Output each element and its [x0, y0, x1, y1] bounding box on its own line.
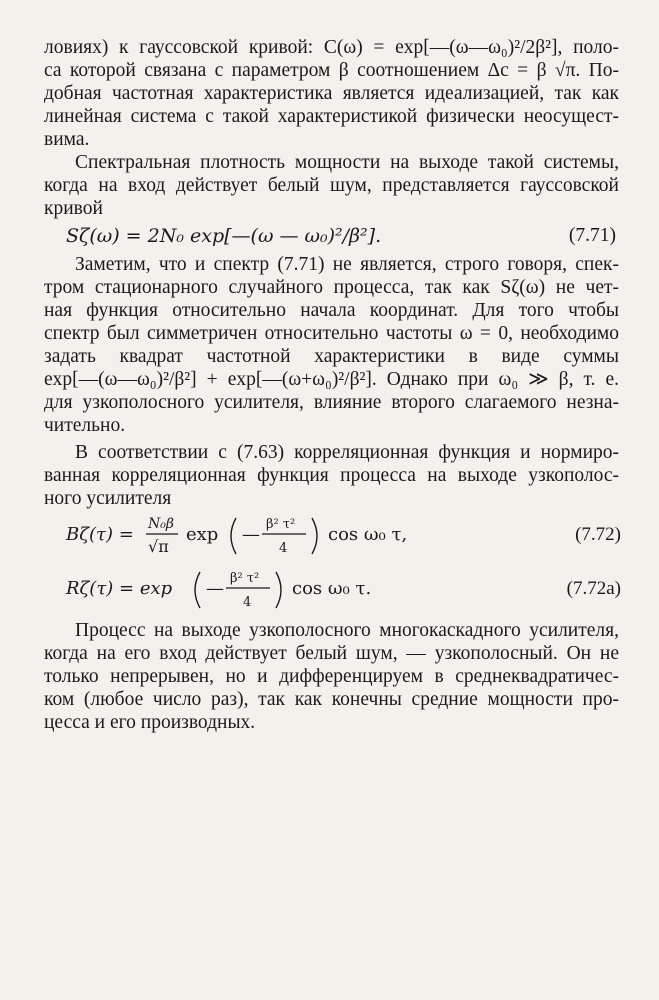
text-line: тром стационарного случайного процесса, так как Sζ(ω) не чет- — [44, 277, 619, 298]
text-line: линейная система с такой характеристикой физически неосущест- — [44, 106, 619, 127]
eq-frac-den: √π — [148, 537, 169, 556]
text-line: только непрерывен, но и дифференцируем в среднеквадратичес- — [44, 666, 619, 687]
equation-expression: Sζ(ω) = 2N₀ exp[—(ω — ω₀)²/β²]. — [66, 225, 382, 247]
text-line: добная частотная характеристика является идеализацией, так как — [44, 83, 619, 104]
text-line: чительно. — [44, 415, 126, 436]
eq-inner-den: 4 — [279, 541, 288, 556]
text-line: ловиях) к гауссовской кривой: C(ω) = exp[—(ω—ω₀)²/2β²], поло- — [44, 37, 619, 58]
eq-inner-den: 4 — [243, 595, 252, 610]
minus-sign: — — [242, 524, 260, 545]
text-line: ная функция относительно начала координат. Для того чтобы — [44, 300, 619, 321]
text-line: Спектральная плотность мощности на выходе такой системы, — [75, 152, 619, 173]
text-line: кривой — [44, 198, 103, 219]
eq-rest: cos ω₀ τ. — [292, 578, 372, 599]
text-line: Процесс на выходе узкополосного многокаскадного усилителя, — [75, 620, 619, 641]
text-line: когда на вход действует белый шум, представляется гауссовской — [44, 175, 619, 196]
equation-number: (7.71) — [568, 225, 616, 246]
text-line: ком (любое число раз), так как конечны средние мощности про- — [44, 689, 619, 710]
minus-sign: — — [206, 578, 224, 599]
right-paren — [276, 572, 281, 608]
eq-rest: cos ω₀ τ, — [328, 524, 408, 545]
text-line: цесса и его производных. — [44, 712, 256, 733]
equation-number: (7.72) — [575, 524, 621, 545]
text-line: В соответствии с (7.63) корреляционная функция и нормиро- — [75, 442, 619, 463]
right-paren — [312, 518, 317, 554]
text-line: ного усилителя — [44, 488, 172, 509]
eq-inner-num: β² τ² — [230, 571, 260, 586]
eq-lhs: Bζ(τ) = — [66, 524, 134, 545]
eq-frac-num: N₀β — [148, 516, 174, 532]
eq-exp: exp — [186, 524, 219, 545]
eq-inner-num: β² τ² — [266, 517, 296, 532]
left-paren — [231, 518, 236, 554]
eq-lhs: Rζ(τ) = exp — [66, 578, 173, 599]
equation-7-72a — [66, 564, 621, 614]
text-line: ванная корреляционная функция процесса на выходе узкополос- — [44, 465, 619, 486]
equation-7-72 — [66, 508, 621, 560]
equation-number: (7.72a) — [566, 578, 621, 599]
text-line: когда на его вход действует белый шум, — узкополосный. Он не — [44, 643, 619, 664]
text-line: са которой связана с параметром β соотношением Δc = β √π. По- — [44, 60, 619, 81]
text-line: exp[—(ω—ω₀)²/β²] + exp[—(ω+ω₀)²/β²]. Однако при ω₀ ≫ β, т. е. — [44, 369, 619, 390]
left-paren — [195, 572, 200, 608]
text-line: для узкополосного усилителя, влияние второго слагаемого незна- — [44, 392, 619, 413]
text-line: спектр был симметричен относительно частоты ω = 0, необходимо — [44, 323, 619, 344]
text-line: вима. — [44, 129, 90, 150]
text-line: задать квадрат частотной характеристики в виде суммы — [44, 346, 619, 367]
text-line: Заметим, что и спектр (7.71) не является, строго говоря, спек- — [75, 254, 619, 275]
